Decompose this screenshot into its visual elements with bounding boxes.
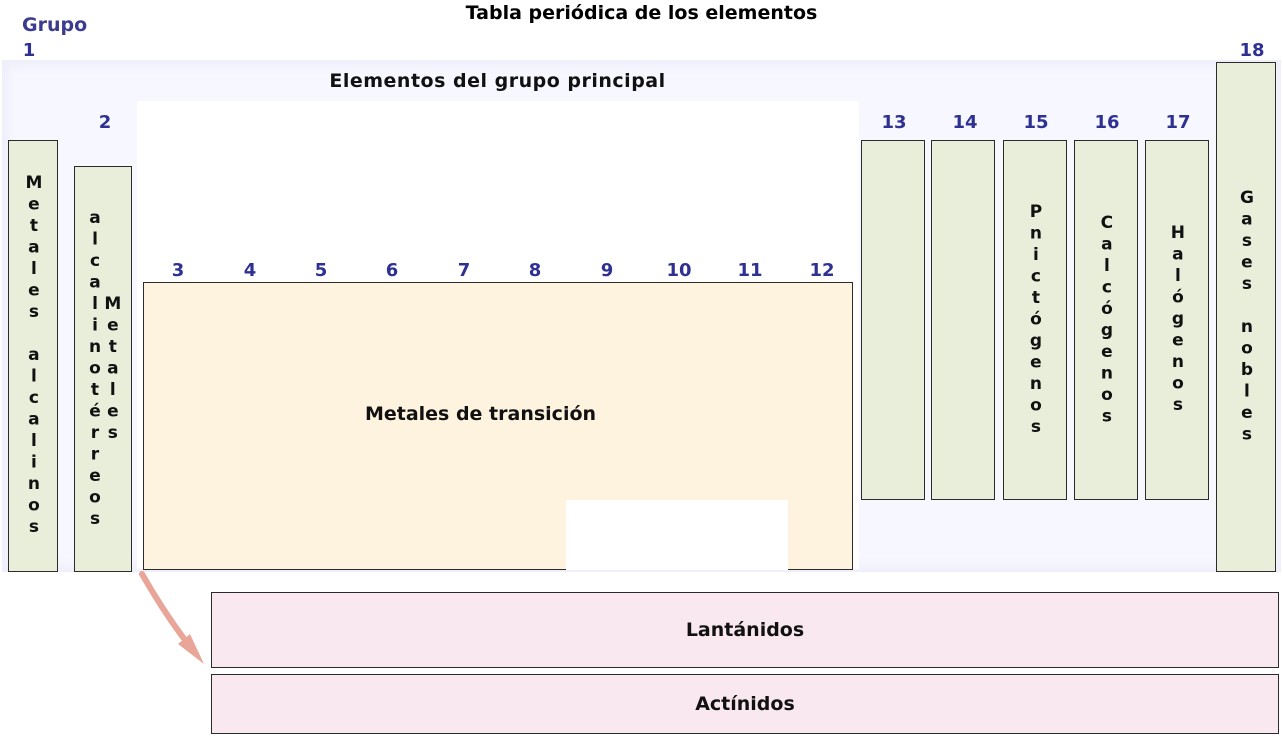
category-noble-gases[interactable] <box>1216 62 1276 572</box>
category-group-14-column[interactable] <box>931 140 995 500</box>
group-number-2: 2 <box>98 112 112 133</box>
category-halogens[interactable] <box>1145 140 1209 500</box>
group-number-15: 15 <box>1023 112 1049 133</box>
group-number-4: 4 <box>243 260 257 281</box>
group-number-18: 18 <box>1239 40 1265 61</box>
category-transition-metals-label: Metales de transición <box>364 403 597 425</box>
category-pnictogens-label: Pnictógenos <box>1025 201 1046 439</box>
group-number-5: 5 <box>314 260 328 281</box>
category-alkaline-earth-metals-label: Metales alcalinotérreos <box>85 207 123 531</box>
category-lanthanides[interactable] <box>211 592 1279 668</box>
category-pnictogens[interactable] <box>1003 140 1067 500</box>
group-number-16: 16 <box>1094 112 1120 133</box>
group-number-17: 17 <box>1165 112 1191 133</box>
group-number-1: 1 <box>22 40 36 61</box>
group-axis-label: Grupo <box>22 14 88 36</box>
group-number-12: 12 <box>809 260 835 281</box>
category-actinides-label: Actínidos <box>695 693 795 715</box>
group-number-14: 14 <box>952 112 978 133</box>
group-number-9: 9 <box>600 260 614 281</box>
group-number-10: 10 <box>666 260 692 281</box>
group-number-11: 11 <box>737 260 763 281</box>
group-number-8: 8 <box>528 260 542 281</box>
transition-block-cutout <box>566 500 788 570</box>
group-number-13: 13 <box>881 112 907 133</box>
group-number-7: 7 <box>457 260 471 281</box>
page-title: Tabla periódica de los elementos <box>465 2 818 24</box>
category-chalcogens[interactable] <box>1074 140 1138 500</box>
category-halogens-label: Halógenos <box>1167 223 1188 417</box>
category-group-13-column[interactable] <box>861 140 925 500</box>
category-actinides[interactable] <box>211 674 1279 734</box>
category-chalcogens-label: Calcógenos <box>1096 212 1117 428</box>
group-number-3: 3 <box>171 260 185 281</box>
category-alkali-metals-label: Metales alcalinos <box>23 173 44 539</box>
category-lanthanides-label: Lantánidos <box>685 619 805 641</box>
category-noble-gases-label: Gases nobles <box>1236 188 1257 446</box>
category-alkaline-earth-metals[interactable] <box>74 166 132 572</box>
group-number-6: 6 <box>385 260 399 281</box>
category-alkali-metals[interactable] <box>8 140 58 572</box>
main-group-title: Elementos del grupo principal <box>329 70 666 92</box>
